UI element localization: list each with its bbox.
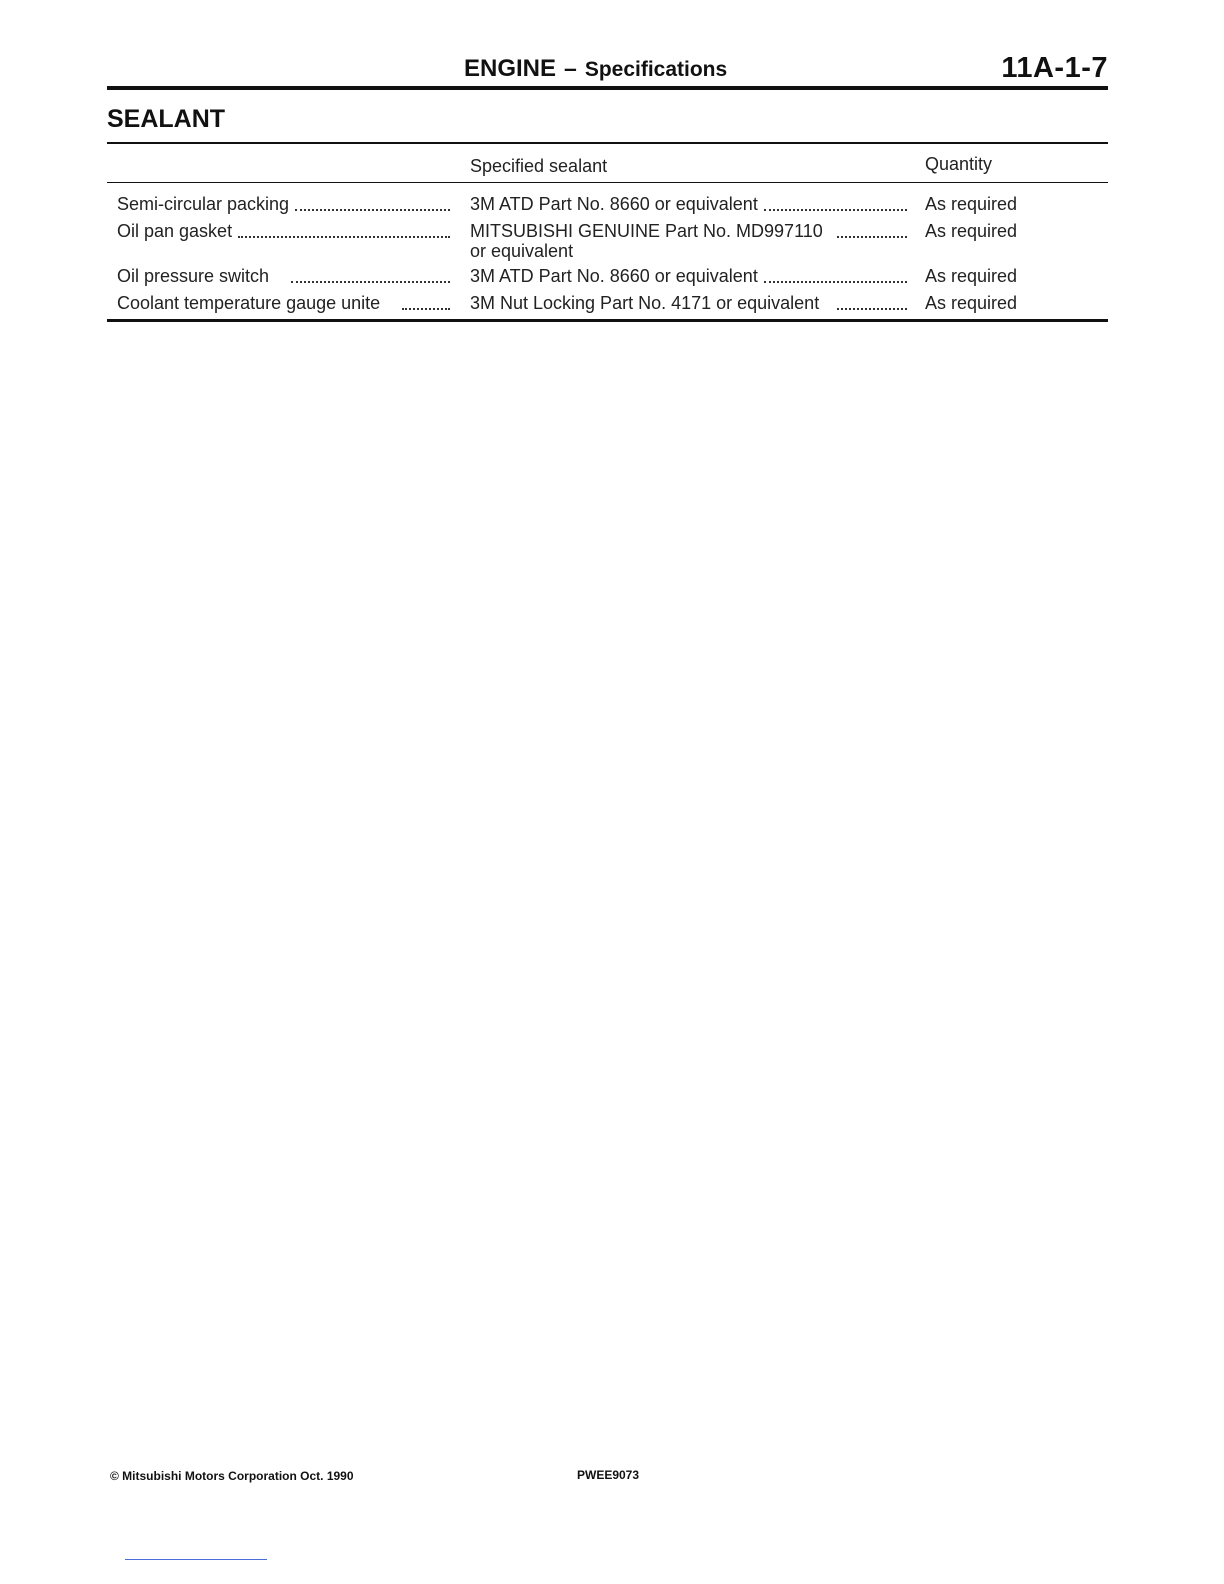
row-quantity: As required bbox=[925, 266, 1018, 286]
header-title-sub: Specifications bbox=[584, 58, 728, 81]
row-sealant-label: 3M Nut Locking Part No. 4171 or equivalent bbox=[470, 293, 820, 313]
leader-dots bbox=[837, 236, 907, 238]
row-item-label: Oil pan gasket bbox=[117, 221, 233, 241]
header-title-main: ENGINE bbox=[464, 55, 557, 82]
leader-dots bbox=[295, 209, 450, 211]
page-number: 11A-1-7 bbox=[1001, 52, 1108, 84]
row-sealant bbox=[470, 266, 907, 287]
leader-dots bbox=[402, 308, 450, 310]
row-sealant-continuation: or equivalent bbox=[470, 241, 574, 261]
leader-dots bbox=[291, 281, 450, 283]
table-header-rule bbox=[107, 182, 1108, 183]
row-quantity: As required bbox=[925, 194, 1018, 214]
header-title bbox=[464, 55, 727, 83]
leader-dots bbox=[238, 236, 450, 238]
leader-dots bbox=[837, 308, 907, 310]
page-header bbox=[107, 50, 1108, 86]
header-title-separator: – bbox=[564, 55, 577, 81]
row-item bbox=[117, 293, 450, 314]
row-item-label: Coolant temperature gauge unite bbox=[117, 293, 381, 313]
table-bottom-rule bbox=[107, 319, 1108, 322]
section-title: SEALANT bbox=[107, 105, 226, 133]
leader-dots bbox=[764, 281, 907, 283]
row-item bbox=[117, 221, 450, 242]
column-header-sealant: Specified sealant bbox=[470, 156, 608, 176]
row-item bbox=[117, 266, 450, 287]
row-sealant bbox=[470, 194, 907, 215]
row-sealant-label: 3M ATD Part No. 8660 or equivalent bbox=[470, 194, 758, 214]
row-sealant-label: 3M ATD Part No. 8660 or equivalent bbox=[470, 266, 758, 286]
table-top-rule bbox=[107, 142, 1108, 144]
row-item-label: Oil pressure switch bbox=[117, 266, 270, 286]
footer-document-code: PWEE9073 bbox=[577, 1468, 640, 1482]
row-sealant bbox=[470, 293, 907, 314]
row-sealant bbox=[470, 221, 907, 242]
bottom-link-underline bbox=[125, 1559, 267, 1560]
row-quantity: As required bbox=[925, 293, 1018, 313]
leader-dots bbox=[764, 209, 907, 211]
row-item bbox=[117, 194, 450, 215]
row-sealant-label: MITSUBISHI GENUINE Part No. MD997110 bbox=[470, 221, 823, 241]
header-rule bbox=[107, 86, 1108, 90]
row-item-label: Semi-circular packing bbox=[117, 194, 290, 214]
column-header-quantity: Quantity bbox=[925, 154, 993, 174]
footer-copyright: © Mitsubishi Motors Corporation Oct. 1990 bbox=[110, 1469, 354, 1483]
row-quantity: As required bbox=[925, 221, 1018, 241]
